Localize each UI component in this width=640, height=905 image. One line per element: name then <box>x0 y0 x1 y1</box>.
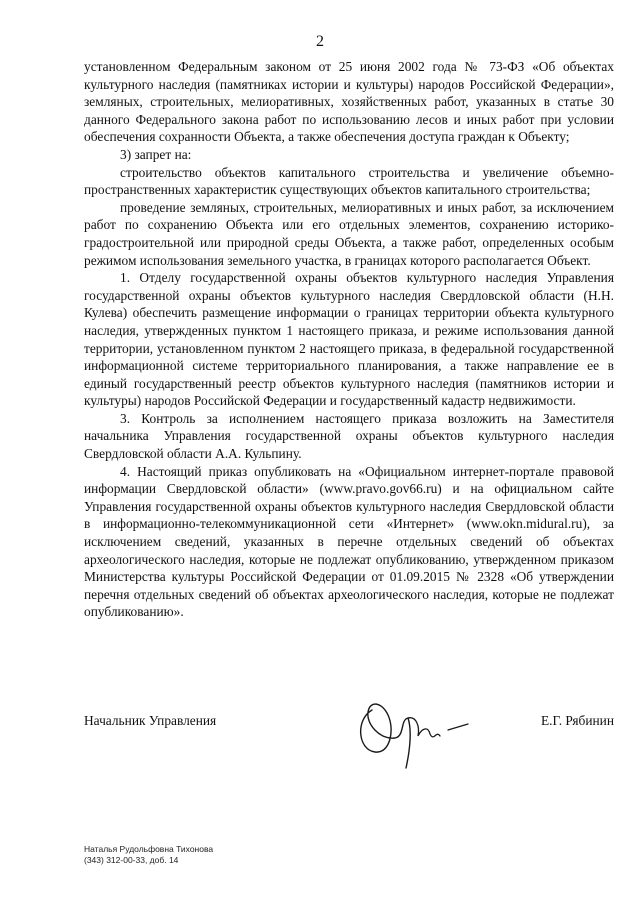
paragraph-item-1: 1. Отделу государственной охраны объектов культурного наследия Управления государственной охраны объектов культурного наследия Свердловской области (Н.Н. Кулева) обеспечить размещение информации о границах территории объекта культурного наследия, утвержденных пунктом 1 настоящего приказа, и режиме использования данной территории, установленном пунктом 2 настоящего приказа, в федеральной государственной информационной системе территориального планирования, а также направление ее в единый государственный реестр объектов культурного наследия (памятников истории и культуры) народов Российской Федерации и государственный кадастр недвижимости. <box>84 270 614 409</box>
footer-contact <box>84 844 213 866</box>
footer-phone: (343) 312-00-33, доб. 14 <box>84 855 179 865</box>
paragraph-continuation: установленном Федеральным законом от 25 июня 2002 года № 73-ФЗ «Об объектах культурного наследия (памятниках истории и культуры) народов Российской Федерации», земляных, строительных, мелиоративных, хозяйственных работ, указанных в статье 30 данного Федерального закона работ по использованию лесов и иных работ при условии обеспечения сохранности Объекта, а также обеспечения доступа граждан к Объекту; <box>84 59 614 145</box>
handwritten-signature <box>350 690 480 770</box>
paragraph-item-3: 3. Контроль за исполнением настоящего приказа возложить на Заместителя начальника Управления государственной охраны объектов культурного наследия Свердловской области А.А. Кульпину. <box>84 410 614 462</box>
signature-block <box>84 713 614 733</box>
paragraph-prohibition-works: проведение земляных, строительных, мелиоративных и иных работ, за исключением работ по сохранению Объекта или его отдельных элементов, сохранению историко-градостроительной или природной среды Объекта, а также работ, определенных особым режимом использования земельного участка, в границах которого располагается Объект. <box>84 199 614 268</box>
document-body <box>84 58 614 621</box>
paragraph-prohibition-heading: 3) запрет на: <box>120 146 192 162</box>
paragraph-item-4: 4. Настоящий приказ опубликовать на «Официальном интернет-портале правовой информации Свердловской области» (www.pravo.gov66.ru) и на официальном сайте Управления государственной охраны объектов культурного наследия Свердловской области в информационно-телекоммуникационной сети «Интернет» (www.okn.midural.ru), за исключением сведений, указанных в перечне отдельных сведений об объектах археологического наследия, которые не подлежат опубликованию, утвержденном приказом Министерства культуры Российской Федерации от 01.09.2015 № 2328 «Об утверждении перечня отдельных сведений об объектах археологического наследия, которые не подлежат опубликованию». <box>84 463 614 620</box>
footer-author: Наталья Рудольфовна Тихонова <box>84 844 214 854</box>
page-number: 2 <box>316 33 324 50</box>
signer-name: Е.Г. Рябинин <box>540 713 614 728</box>
signer-title: Начальник Управления <box>84 713 217 728</box>
paragraph-prohibition-construction: строительство объектов капитального строительства и увеличение объемно-пространственных характеристик существующих объектов капитального строительства; <box>84 164 614 198</box>
